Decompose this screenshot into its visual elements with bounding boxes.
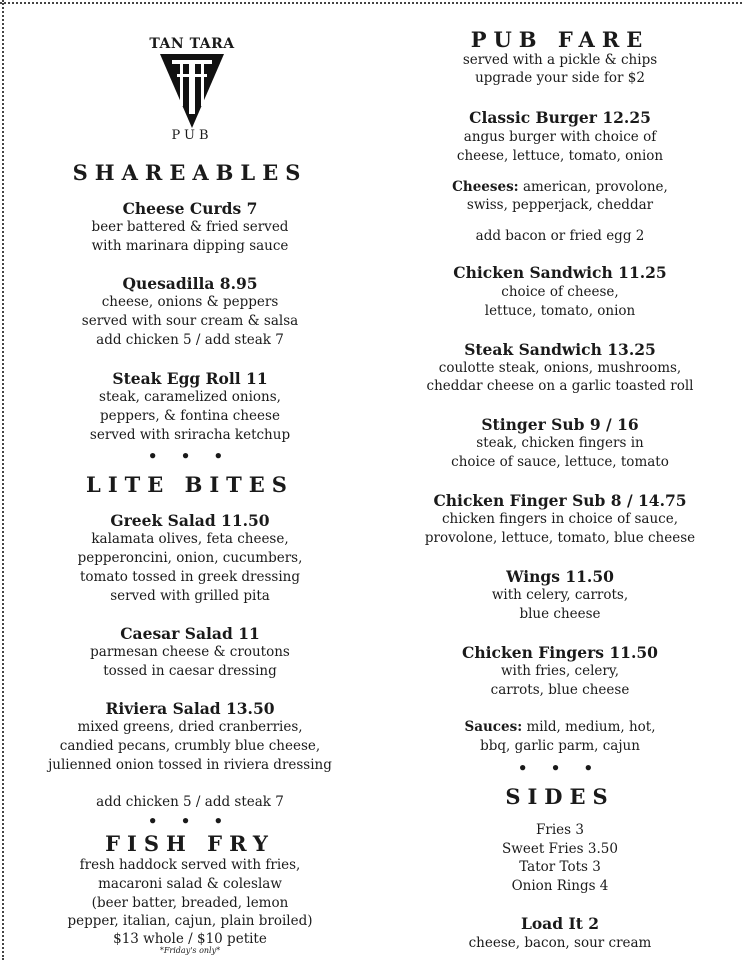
menu-item-desc: provolone, lettuce, tomato, blue cheese [424, 530, 696, 546]
menu-item-title: Stinger Sub 9 / 16 [481, 415, 639, 434]
menu-item-desc: cheese, onions & peppers [101, 294, 279, 310]
shareables-heading: SHAREABLES [72, 160, 308, 185]
menu-item-desc: tossed in caesar dressing [103, 663, 277, 679]
menu-item-desc: chicken fingers in choice of sauce, [441, 511, 679, 527]
pub-fare-intro: served with a pickle & chips [462, 52, 658, 68]
menu-item-title: Steak Sandwich 13.25 [464, 340, 656, 359]
menu-item-desc: tomato tossed in greek dressing [79, 569, 301, 585]
logo-emblem-icon [160, 54, 224, 128]
menu-item-desc: kalamata olives, feta cheese, [91, 531, 289, 547]
menu-item-desc: candied pecans, crumbly blue cheese, [59, 738, 321, 754]
dotted-border-top [0, 2, 742, 4]
side-item: Onion Rings 4 [511, 878, 609, 894]
menu-item-desc: with celery, carrots, [491, 587, 629, 603]
fish-fry-desc: (beer batter, breaded, lemon [91, 895, 289, 911]
fish-fry-note: *Friday's only* [159, 946, 221, 955]
menu-item-title: Riviera Salad 13.50 [105, 699, 275, 718]
menu-item-title: Greek Salad 11.50 [110, 511, 270, 530]
logo-name: TAN TARA [149, 36, 235, 52]
fish-fry-desc: macaroni salad & coleslaw [98, 876, 282, 892]
menu-item-desc: beer battered & fried served [91, 219, 289, 235]
logo-sub: PUB [171, 128, 213, 143]
menu-item-title: Chicken Sandwich 11.25 [453, 263, 667, 282]
menu-item-desc: julienned onion tossed in riviera dressing [48, 757, 332, 773]
cheeses-options [382, 178, 738, 197]
lite-bites-heading: LITE BITES [86, 472, 294, 497]
menu-item-desc: cheese, lettuce, tomato, onion [456, 148, 664, 164]
cheeses-options-cont: swiss, pepperjack, cheddar [466, 197, 654, 213]
menu-item-desc: with fries, celery, [501, 663, 619, 679]
menu-item-desc: choice of sauce, lettuce, tomato [451, 454, 669, 470]
sauces-text: mild, medium, hot, [522, 719, 656, 735]
side-item: Tator Tots 3 [519, 859, 601, 875]
menu-item-desc: parmesan cheese & croutons [90, 644, 290, 660]
menu-item-title: Caesar Salad 11 [120, 624, 260, 643]
menu-item-title: Chicken Finger Sub 8 / 14.75 [433, 491, 687, 510]
sauces-options [382, 718, 738, 737]
menu-item-desc: pepperoncini, onion, cucumbers, [77, 550, 303, 566]
pub-fare-heading: PUB FARE [470, 27, 650, 52]
pub-fare-intro: upgrade your side for $2 [475, 70, 645, 86]
fish-fry-price: $13 whole / $10 petite [113, 931, 267, 947]
pub-logo [146, 36, 238, 146]
menu-item-desc: cheddar cheese on a garlic toasted roll [426, 378, 694, 394]
menu-item-title: Chicken Fingers 11.50 [462, 643, 658, 662]
dotted-border-left [2, 0, 4, 960]
menu-item-desc: with marinara dipping sauce [91, 238, 289, 254]
fish-fry-desc: fresh haddock served with fries, [79, 857, 301, 873]
salad-addon-text: add chicken 5 / add steak 7 [96, 794, 284, 810]
sauces-options-cont: bbq, garlic parm, cajun [480, 738, 640, 754]
menu-item-desc: choice of cheese, [501, 284, 619, 300]
menu-item-desc: served with grilled pita [110, 588, 270, 604]
menu-item-title: Wings 11.50 [506, 567, 614, 586]
menu-item-title: Cheese Curds 7 [122, 199, 258, 218]
menu-item-desc: served with sour cream & salsa [81, 313, 299, 329]
section-divider-dots: • • • [147, 447, 233, 465]
menu-item-desc: steak, caramelized onions, [99, 389, 281, 405]
section-divider-dots: • • • [517, 759, 603, 777]
fish-fry-desc: pepper, italian, cajun, plain broiled) [67, 913, 313, 929]
menu-item-desc: carrots, blue cheese [490, 682, 630, 698]
menu-item-title: Classic Burger 12.25 [469, 108, 651, 127]
menu-item-title: Quesadilla 8.95 [122, 274, 258, 293]
menu-item-desc: add chicken 5 / add steak 7 [96, 332, 284, 348]
menu-item-desc: lettuce, tomato, onion [484, 303, 636, 319]
menu-item-desc: peppers, & fontina cheese [100, 408, 280, 424]
menu-item-title: Steak Egg Roll 11 [112, 369, 268, 388]
cheeses-label: Cheeses: [452, 179, 519, 195]
cheeses-text: american, provolone, [518, 179, 668, 195]
menu-item-desc: steak, chicken fingers in [476, 435, 644, 451]
menu-item-desc: blue cheese [519, 606, 601, 622]
side-item: Fries 3 [536, 822, 584, 838]
load-it-desc: cheese, bacon, sour cream [468, 935, 652, 951]
sauces-label: Sauces: [464, 719, 523, 735]
load-it-title: Load It 2 [520, 914, 600, 933]
side-item: Sweet Fries 3.50 [502, 841, 618, 857]
burger-addon-text: add bacon or fried egg 2 [475, 228, 645, 244]
menu-item-desc: mixed greens, dried cranberries, [77, 719, 303, 735]
menu-item-desc: angus burger with choice of [463, 129, 657, 145]
section-divider-dots: • • • [147, 812, 233, 830]
fish-fry-heading: FISH FRY [105, 831, 275, 856]
sides-heading: SIDES [505, 784, 615, 809]
menu-item-desc: served with sriracha ketchup [89, 427, 291, 443]
menu-item-desc: coulotte steak, onions, mushrooms, [438, 360, 682, 376]
